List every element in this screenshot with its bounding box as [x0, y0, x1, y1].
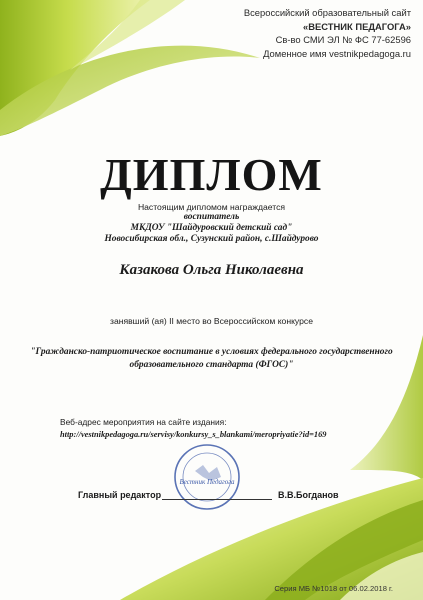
editor-name: В.В.Богданов [278, 490, 339, 500]
awarded-text: Настоящим дипломом награждается [137, 202, 286, 212]
publisher-stamp [173, 443, 241, 511]
diploma-title: ДИПЛОМ [100, 149, 323, 200]
event-url: http://vestnikpedagoga.ru/servisy/konkursy_s_blankami/meropriyatie?id=169 [60, 430, 327, 439]
signature-line [162, 499, 272, 500]
editor-label: Главный редактор [78, 490, 162, 500]
event-url-label: Веб-адрес мероприятия на сайте издания: [60, 417, 227, 427]
recipient-location: Новосибирская обл., Сузунский район, с.Шайдурово [104, 234, 319, 244]
header-line-4: Доменное имя vestnikpedagoga.ru [263, 47, 411, 59]
stamp-text: Вестник Педагога [179, 478, 235, 486]
recipient-position: воспитатель [183, 212, 240, 222]
header-line-1: Всероссийский образовательный сайт [243, 7, 411, 18]
series-number: Серия МБ №1018 от 06.02.2018 г. [274, 584, 393, 593]
contest-name: "Гражданско-патриотическое воспитание в условиях федерального государственного образовательного стандарта (ФГОС)" [30, 347, 393, 370]
place-text: занявший (ая) II место во Всероссийском конкурсе [110, 316, 313, 326]
recipient-name: Казакова Ольга Николаевна [119, 262, 304, 278]
header-line-2: «ВЕСТНИК ПЕДАГОГА» [303, 20, 411, 32]
header-line-3: Св-во СМИ ЭЛ № ФС 77-62596 [275, 34, 411, 46]
recipient-organization: МКДОУ "Шайдуровский детский сад" [130, 223, 293, 233]
publisher-header [191, 6, 411, 60]
